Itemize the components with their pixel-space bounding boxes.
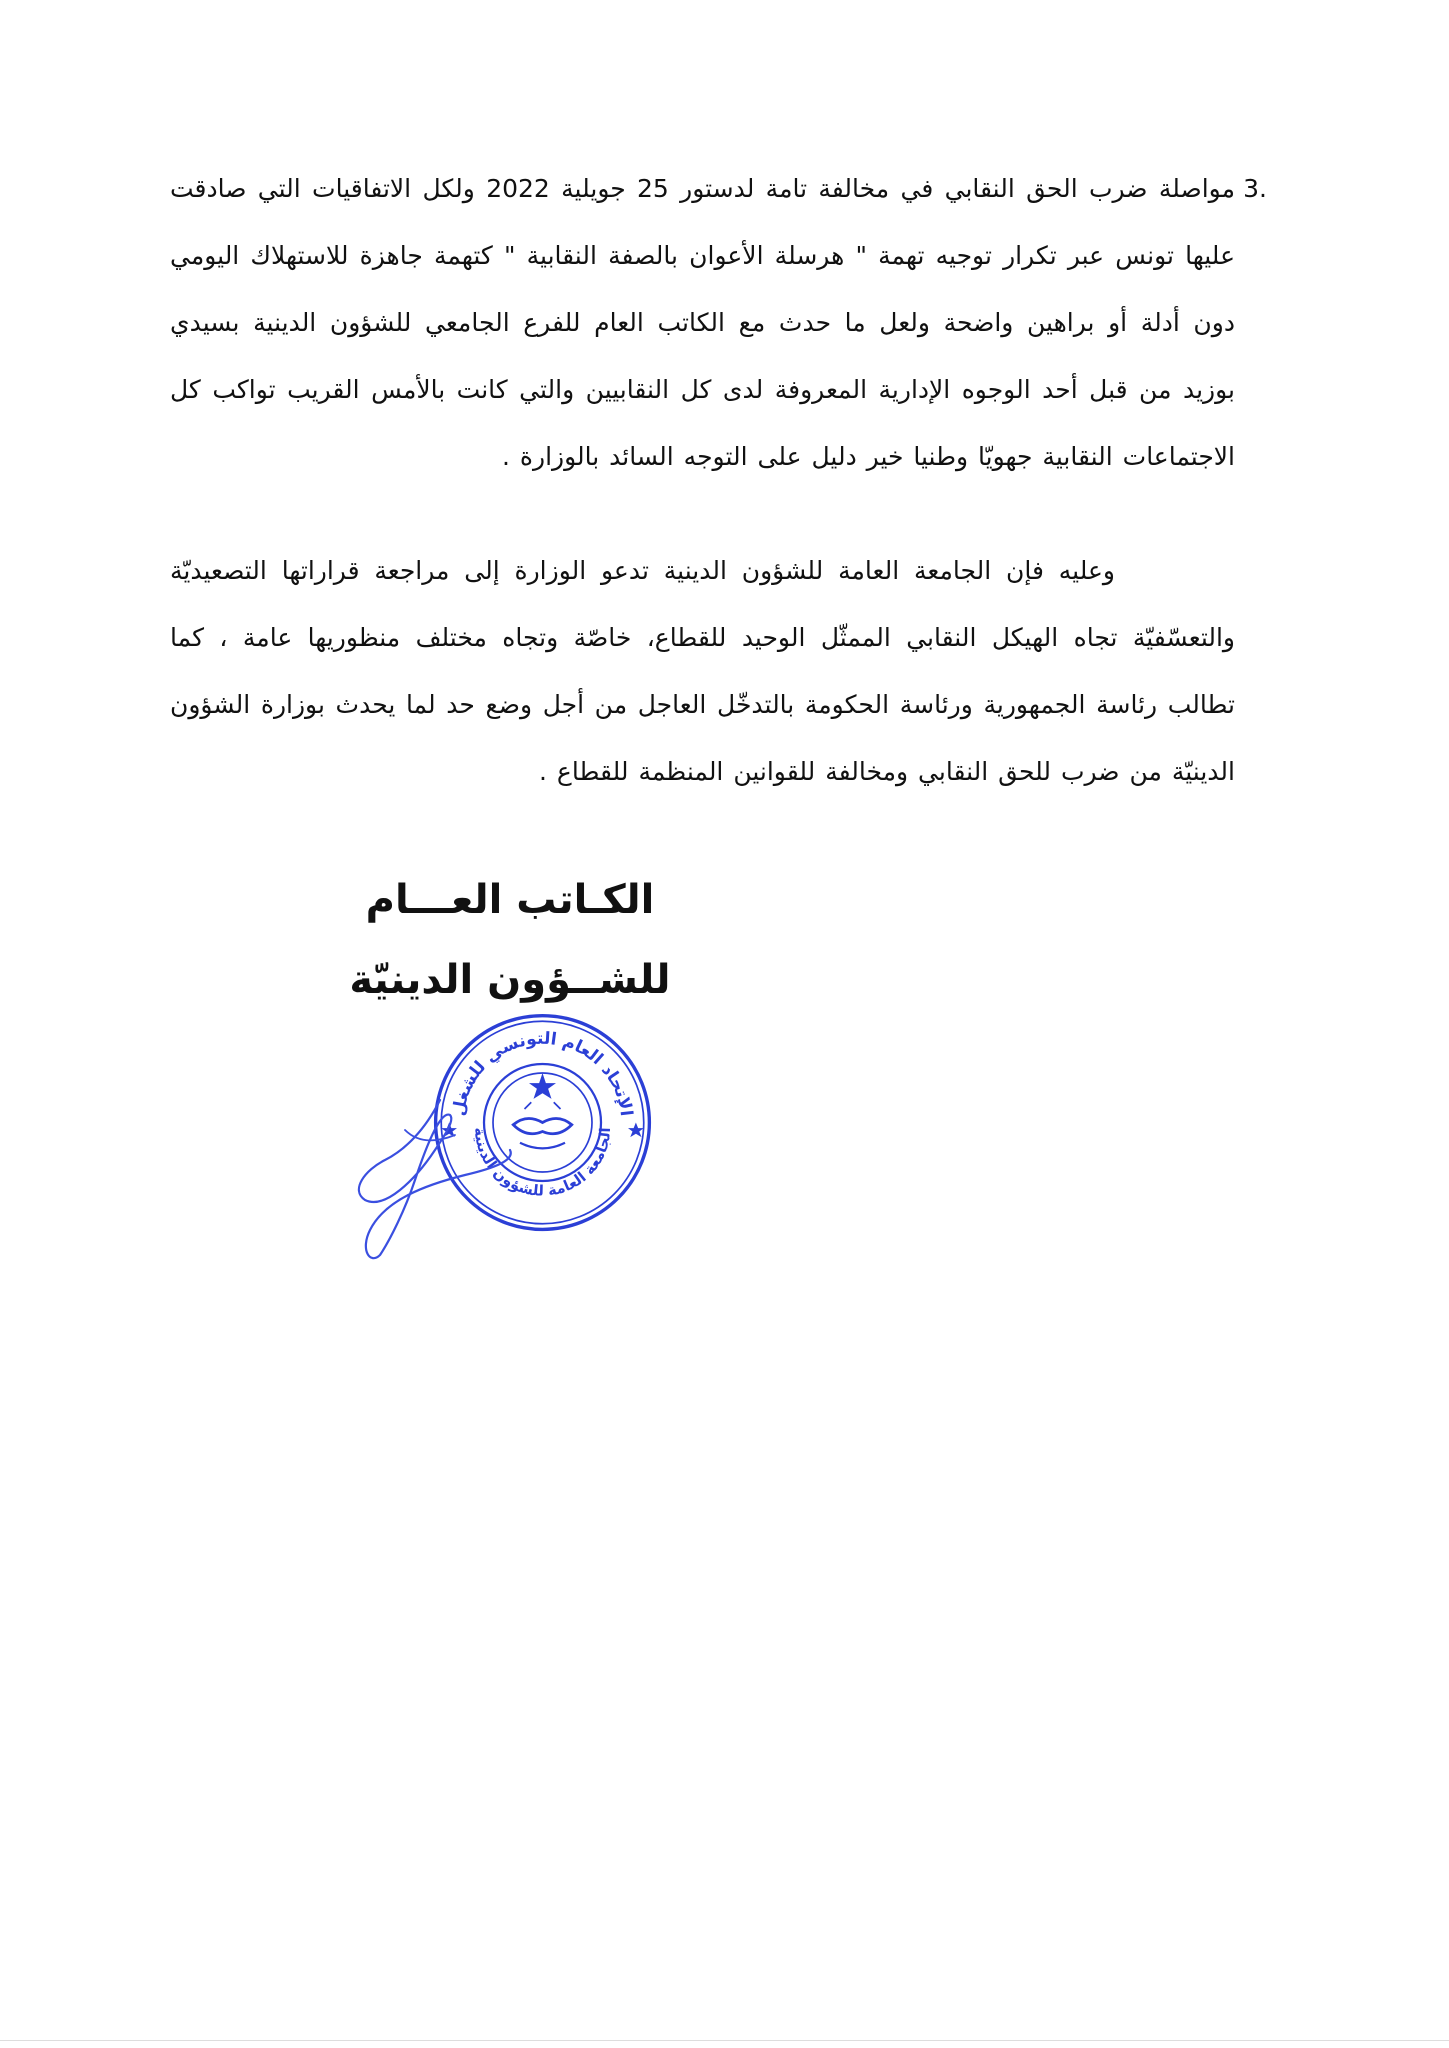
signature-title [330, 860, 690, 1020]
star-icon [628, 1123, 644, 1138]
list-item-text: مواصلة ضرب الحق النقابي في مخالفة تامة لدستور 25 جويلية 2022 ولكل الاتفاقيات التي صادقت عليها تونس عبر تكرار توجيه تهمة " هرسلة الأعوان بالصفة النقابية " كتهمة جاهزة للاستهلاك اليومي دون أدلة أو براهين واضحة ولعل ما حدث مع الكاتب العام للفرع الجامعي للشؤون الدينية بسيدي بوزيد من قبل أحد الوجوه الإدارية المعروفة لدى كل النقابيين والتي كانت بالأمس القريب تواكب كل الاجتماعات النقابية جهويّا وطنيا خير دليل على التوجه السائد بالوزارة . [170, 174, 1235, 471]
signature-title-line-2: للشــؤون الدينيّة [349, 957, 671, 1003]
page-bottom-edge [0, 2040, 1449, 2041]
list-item-number: 3. [1243, 174, 1267, 203]
star-icon [529, 1073, 556, 1099]
stamp-outer-text: الإتحاد العام التونسي للشغل [447, 1027, 637, 1118]
list-item-3 [170, 155, 1267, 490]
stamp-inner-text: الجامعة العامة للشؤون الدينية [470, 1126, 615, 1200]
handwritten-signature [345, 1090, 525, 1270]
conclusion-paragraph: وعليه فإن الجامعة العامة للشؤون الدينية تدعو الوزارة إلى مراجعة قراراتها التصعيديّة والتعسّفيّة تجاه الهيكل النقابي الممثّل الوحيد للقطاع، خاصّة وتجاه مختلف منظوريها عامة ، كما تطالب رئاسة الجمهورية ورئاسة الحكومة بالتدخّل العاجل من أجل وضع حد لما يحدث بوزارة الشؤون الدينيّة من ضرب للحق النقابي ومخالفة للقوانين المنظمة للقطاع . [170, 556, 1235, 786]
signature-title-line-1: الكـاتب العـــام [365, 877, 655, 923]
